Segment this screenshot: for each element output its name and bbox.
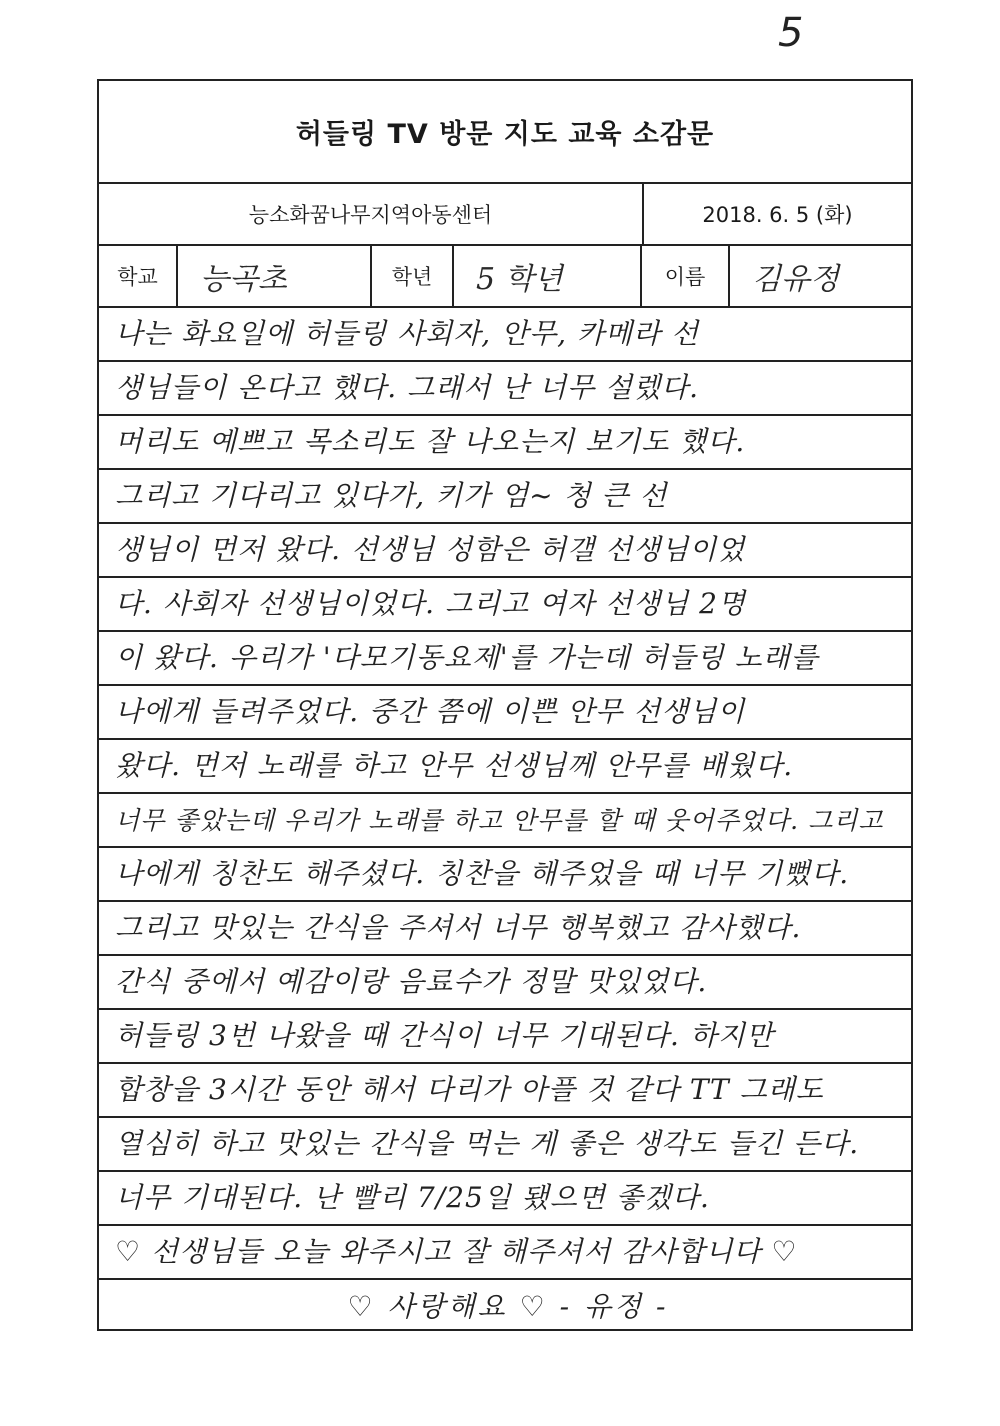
essay-line: 허들링 3번 나왔을 때 간식이 너무 기대된다. 하지만 bbox=[99, 1010, 911, 1064]
essay-line: 왔다. 먼저 노래를 하고 안무 선생님께 안무를 배웠다. bbox=[99, 740, 911, 794]
essay-form bbox=[97, 79, 913, 1331]
grade-value: 5 학년 bbox=[454, 246, 642, 306]
essay-line: 생님들이 온다고 했다. 그래서 난 너무 설렜다. bbox=[99, 362, 911, 416]
essay-line: 그리고 맛있는 간식을 주셔서 너무 행복했고 감사했다. bbox=[99, 902, 911, 956]
essay-line: 합창을 3시간 동안 해서 다리가 아플 것 같다 TT 그래도 bbox=[99, 1064, 911, 1118]
essay-line: 나에게 들려주었다. 중간 쯤에 이쁜 안무 선생님이 bbox=[99, 686, 911, 740]
page-number: 5 bbox=[778, 10, 804, 56]
essay-line: 나는 화요일에 허들링 사회자, 안무, 카메라 선 bbox=[99, 308, 911, 362]
essay-line: 생님이 먼저 왔다. 선생님 성함은 허갤 선생님이었 bbox=[99, 524, 911, 578]
grade-label: 학년 bbox=[372, 246, 454, 306]
student-info-row bbox=[99, 246, 911, 308]
essay-line: 이 왔다. 우리가 '다모기동요제'를 가는데 허들링 노래를 bbox=[99, 632, 911, 686]
center-row bbox=[99, 184, 911, 246]
school-label: 학교 bbox=[99, 246, 178, 306]
school-value: 능곡초 bbox=[178, 246, 372, 306]
essay-line: 다. 사회자 선생님이었다. 그리고 여자 선생님 2명 bbox=[99, 578, 911, 632]
name-value: 김유정 bbox=[752, 262, 839, 297]
date: 2018. 6. 5 (화) bbox=[702, 203, 853, 227]
essay-body bbox=[99, 308, 911, 1334]
essay-line: ♡ 선생님들 오늘 와주시고 잘 해주셔서 감사합니다 ♡ bbox=[99, 1226, 911, 1280]
essay-line: 나에게 칭찬도 해주셨다. 칭찬을 해주었을 때 너무 기뻤다. bbox=[99, 848, 911, 902]
essay-line: 너무 기대된다. 난 빨리 7/25일 됐으면 좋겠다. bbox=[99, 1172, 911, 1226]
essay-line: 열심히 하고 맛있는 간식을 먹는 게 좋은 생각도 들긴 든다. bbox=[99, 1118, 911, 1172]
essay-line: 너무 좋았는데 우리가 노래를 하고 안무를 할 때 웃어주었다. 그리고 bbox=[99, 794, 911, 848]
name-label: 이름 bbox=[642, 246, 730, 306]
signature-line: ♡ 사랑해요 ♡ - 유정 - bbox=[347, 1290, 669, 1323]
essay-line: 간식 중에서 예감이랑 음료수가 정말 맛있었다. bbox=[99, 956, 911, 1010]
essay-line: 머리도 예쁘고 목소리도 잘 나오는지 보기도 했다. bbox=[99, 416, 911, 470]
form-title: 허들링 TV 방문 지도 교육 소감문 bbox=[99, 81, 911, 184]
center-name: 능소화꿈나무지역아동센터 bbox=[99, 184, 644, 244]
essay-line: 그리고 기다리고 있다가, 키가 엄~ 청 큰 선 bbox=[99, 470, 911, 524]
